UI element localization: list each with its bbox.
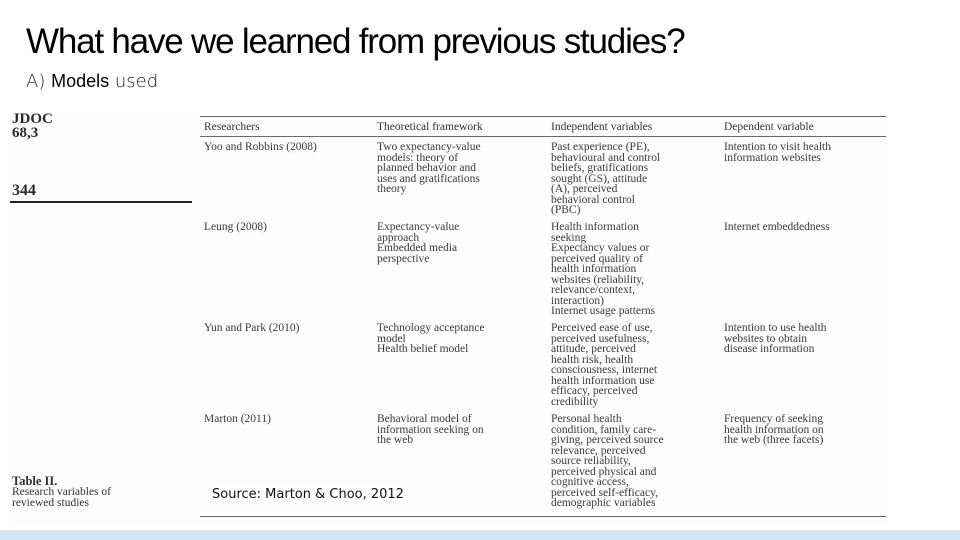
column-header-framework: Theoretical framework: [377, 121, 483, 133]
column-header-researchers: Researchers: [204, 121, 260, 133]
table-bottom-rule: [200, 516, 886, 517]
scanned-table-image: [10, 112, 888, 524]
table-header-rule: [200, 136, 886, 137]
table-cell-researchers: Marton (2011): [204, 413, 271, 425]
caption-line: reviewed studies: [12, 497, 89, 509]
source-citation: Source: Marton & Choo, 2012: [212, 487, 404, 502]
table-cell-independent: Past experience (PE), behavioural and control beliefs, gratifications sought (GS), attitude (A), perceived behavioral control (PBC): [551, 141, 661, 216]
column-header-independent: Independent variables: [551, 121, 653, 133]
subtitle-prefix: A): [26, 71, 46, 92]
table-cell-framework: Two expectancy-value models: theory of planned behavior and uses and gratifications theory: [377, 141, 481, 195]
table-cell-independent: Health information seeking Expectancy values or perceived quality of health information websites (reliability, relevance/context, interaction) Internet usage patterns: [551, 221, 656, 317]
table-cell-dependent: Frequency of seeking health information on the web (three facets): [724, 413, 824, 446]
table-caption: [12, 476, 111, 509]
table-top-rule: [200, 116, 886, 117]
table-cell-dependent: Internet embeddedness: [724, 221, 830, 233]
journal-code-line1: JDOC: [12, 112, 53, 127]
caption-line: Research variables of: [12, 486, 111, 498]
slide-subtitle: [26, 71, 158, 92]
caption-title: Table II.: [12, 474, 58, 488]
table-cell-framework: Expectancy-value approach Embedded media perspective: [377, 221, 460, 265]
table-cell-researchers: Yoo and Robbins (2008): [204, 141, 317, 153]
bottom-accent-band: [0, 530, 960, 540]
table-cell-researchers: Yun and Park (2010): [204, 322, 300, 334]
table-cell-framework: Behavioral model of information seeking on the web: [377, 413, 484, 446]
subtitle-suffix: used: [114, 71, 159, 92]
table-cell-researchers: Leung (2008): [204, 221, 267, 233]
table-cell-dependent: Intention to visit health information websites: [724, 141, 831, 164]
page-number: 344: [12, 182, 36, 199]
table-cell-independent: Personal health condition, family care- giving, perceived source relevance, perceived source reliability, perceived physical and cognitive access, perceived self-efficacy, demographic variables: [551, 413, 664, 509]
column-header-dependent: Dependent variable: [724, 121, 814, 133]
journal-code-line2: 68,3: [12, 125, 39, 141]
journal-code: [12, 112, 53, 140]
slide-title: What have we learned from previous studies?: [26, 22, 685, 61]
page-rule-divider: [10, 201, 192, 203]
subtitle-emphasis: Models: [51, 71, 110, 91]
table-cell-framework: Technology acceptance model Health belief model: [377, 322, 485, 355]
table-cell-independent: Perceived ease of use, perceived usefulness, attitude, perceived health risk, health consciousness, internet health information use efficacy, perceived credibility: [551, 322, 658, 408]
table-cell-dependent: Intention to use health websites to obtain disease information: [724, 322, 827, 355]
